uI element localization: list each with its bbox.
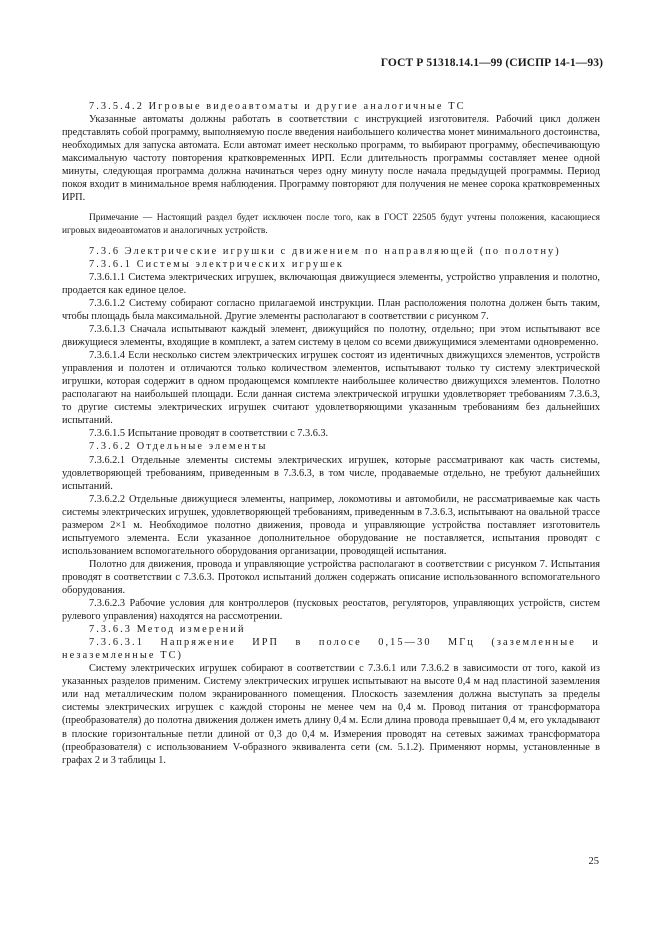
document-body [62,100,600,767]
paragraph-track-layout: Полотно для движения, провода и управляющие устройства располагают в соответствии с рисунком 7. Испытания проводят в соответствии с 7.3.6.3. Протокол испытаний должен содержать описание использованного вспомогательного оборудования. [62,558,600,596]
paragraph-7-3-6-1-3: 7.3.6.1.3 Сначала испытывают каждый элемент, движущийся по полотну, отдельно; при этом испытывают все движущиеся элементы, входящие в комплект, а затем систему в целом со всеми движущимися элементами одновременно. [62,324,600,349]
paragraph-7-3-6-2-3: 7.3.6.2.3 Рабочие условия для контроллеров (пусковых реостатов, регуляторов, управляющих устройств, систем рулевого управления) находятся на рассмотрении. [62,598,600,623]
paragraph-7-3-6-1-4: 7.3.6.1.4 Если несколько систем электрических игрушек состоят из идентичных движущихся элементов, устройств управления и полотен и отличаются только количеством элементов, испытывают только ту систему электрической игрушки, которая содержит в одном продающемся комплекте наибольшее количество движущихся элементов. Полотно располагают на наибольшей площади. Если данная система электрической игрушки удовлетворяет требованиям 7.3.6.3, то другие системы электрических игрушек считают удовлетворяющими указанным требованиям без дальнейших испытаний. [62,350,600,427]
heading-7-3-6-3-1: 7.3.6.3.1 Напряжение ИРП в полосе 0,15—30 МГц (заземленные и незаземленные ТС) [62,637,600,662]
paragraph-slot-machines: Указанные автоматы должны работать в соответствии с инструкцией изготовителя. Рабочий цикл должен представлять собой программу, выполняемую после введения наибольшего количества монет минимального достоинства, необходимых для запуска автомата. Если автомат имеет несколько программ, то выбирают программу, обеспечивающую максимальную частоту повторения кратковременных ИРП. Если длительность программы составляет менее одной минуты, следующая программа должна начинаться через одну минуту после начала предыдущей программы. Период покоя входит в минимальное время наблюдения. Программу повторяют для получения не менее сорока кратковременных ИРП. [62,114,600,204]
page-number: 25 [588,856,599,867]
note-paragraph: Примечание — Настоящий раздел будет исключен после того, как в ГОСТ 22505 будут учтены положения, касающиеся игровых видеоавтоматов и аналогичных устройств. [62,213,600,236]
heading-7-3-6-3: 7.3.6.3 Метод измерений [89,624,246,636]
heading-7-3-6: 7.3.6 Электрические игрушки с движением по направляющей (по полотну) [89,245,561,257]
paragraph-measurement-setup: Систему электрических игрушек собирают в соответствии с 7.3.6.1 или 7.3.6.2 в зависимости от того, какой из указанных разделов применим. Систему электрических игрушек испытывают на высоте 0,4 м над пластиной заземления или над металлическим полом экранированного помещения. Плоскость заземления должна выступать за пределы системы электрических игрушек с каждой стороны не менее чем на 0,4 м. Провод питания от трансформатора (преобразователя) до полотна движения должен иметь длину 0,4 м. Если длина провода превышает 0,4 м, его укладывают в плоские горизонтальные петли длиной от 0,3 до 0,4 м. Измерения проводят на сетевых зажимах трансформатора (преобразователя) с использованием V-образного эквивалента сети (см. 5.1.2). Применяют нормы, установленные в графах 2 и 3 таблицы 1. [62,663,600,766]
paragraph-7-3-6-1-1: 7.3.6.1.1 Система электрических игрушек, включающая движущиеся элементы, устройство управления и полотно, продается как единое целое. [62,271,600,296]
paragraph-7-3-6-2-2: 7.3.6.2.2 Отдельные движущиеся элементы, например, локомотивы и автомобили, не рассматриваемые как часть системы электрических игрушек, удовлетворяющей требованиям, приведенным в 7.3.6.3, испытывают на овальной трассе размером 2×1 м. Необходимое полотно движения, провода и управляющие устройства поставляет изготовитель испытуемого элемента. Если указанное дополнительное оборудование не поставляется, испытания проводят с использованием вспомогательного оборудования организации, проводящей испытания. [62,493,600,557]
paragraph-7-3-6-1-5: 7.3.6.1.5 Испытание проводят в соответствии с 7.3.6.3. [89,428,329,440]
heading-7-3-6-1: 7.3.6.1 Системы электрических игрушек [89,258,344,270]
document-header: ГОСТ Р 51318.14.1—99 (СИСПР 14-1—93) [380,57,603,69]
heading-7-3-5-4-2: 7.3.5.4.2 Игровые видеоавтоматы и другие аналогичные ТС [89,101,466,112]
paragraph-7-3-6-1-2: 7.3.6.1.2 Систему собирают согласно прилагаемой инструкции. План расположения полотна должен быть таким, чтобы площадь была максимальной. Другие элементы располагают в соответствии с рисунком 7. [62,297,600,323]
heading-7-3-6-2: 7.3.6.2 Отдельные элементы [89,441,268,453]
paragraph-7-3-6-2-1: 7.3.6.2.1 Отдельные элементы системы электрических игрушек, которые рассматривают как часть системы, удовлетворяющей требованиям, приведенным в 7.3.6.3, в том числе, продаваемые отдельно, не требуют дальнейших испытаний. [62,454,600,492]
